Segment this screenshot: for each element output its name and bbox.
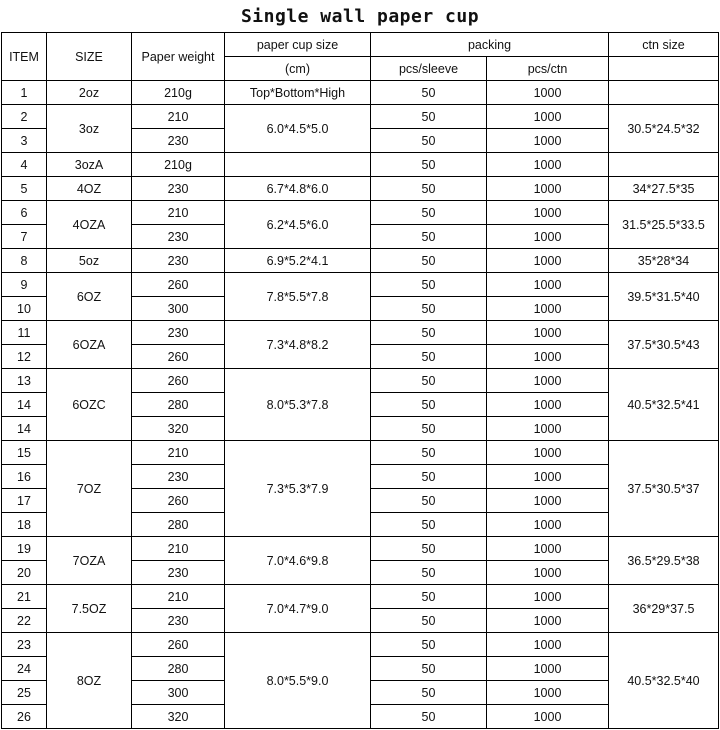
item-number: 17 — [2, 489, 47, 513]
pcs-ctn: 1000 — [487, 225, 609, 249]
size-cell: 5oz — [47, 249, 132, 273]
paper-weight: 320 — [132, 417, 225, 441]
paper-weight: 260 — [132, 633, 225, 657]
cup-size-cell: 8.0*5.3*7.8 — [225, 369, 371, 441]
pcs-sleeve: 50 — [371, 177, 487, 201]
ctn-size-cell: 34*27.5*35 — [609, 177, 719, 201]
item-number: 3 — [2, 129, 47, 153]
table-row — [2, 249, 719, 273]
item-number: 15 — [2, 441, 47, 465]
item-number: 22 — [2, 609, 47, 633]
ctn-size-cell: 31.5*25.5*33.5 — [609, 201, 719, 249]
size-cell: 8OZ — [47, 633, 132, 729]
pcs-sleeve: 50 — [371, 129, 487, 153]
pcs-sleeve: 50 — [371, 537, 487, 561]
pcs-sleeve: 50 — [371, 441, 487, 465]
pcs-sleeve: 50 — [371, 249, 487, 273]
header-paper-weight: Paper weight — [132, 33, 225, 81]
item-number: 25 — [2, 681, 47, 705]
cup-size-cell: 6.0*4.5*5.0 — [225, 105, 371, 153]
pcs-sleeve: 50 — [371, 81, 487, 105]
pcs-ctn: 1000 — [487, 705, 609, 729]
paper-weight: 230 — [132, 225, 225, 249]
item-number: 23 — [2, 633, 47, 657]
size-cell: 6OZ — [47, 273, 132, 321]
paper-weight: 260 — [132, 273, 225, 297]
paper-weight: 210 — [132, 105, 225, 129]
pcs-sleeve: 50 — [371, 393, 487, 417]
pcs-sleeve: 50 — [371, 489, 487, 513]
header-size: SIZE — [47, 33, 132, 81]
pcs-ctn: 1000 — [487, 561, 609, 585]
ctn-size-cell: 30.5*24.5*32 — [609, 105, 719, 153]
pcs-sleeve: 50 — [371, 633, 487, 657]
paper-weight: 210 — [132, 201, 225, 225]
header-ctn-size-blank — [609, 57, 719, 81]
item-number: 8 — [2, 249, 47, 273]
paper-weight: 280 — [132, 513, 225, 537]
item-number: 4 — [2, 153, 47, 177]
item-number: 13 — [2, 369, 47, 393]
pcs-ctn: 1000 — [487, 369, 609, 393]
table-row — [2, 153, 719, 177]
pcs-sleeve: 50 — [371, 105, 487, 129]
paper-weight: 230 — [132, 249, 225, 273]
paper-weight: 280 — [132, 657, 225, 681]
pcs-sleeve: 50 — [371, 561, 487, 585]
pcs-ctn: 1000 — [487, 129, 609, 153]
cup-size-cell: 7.0*4.7*9.0 — [225, 585, 371, 633]
pcs-ctn: 1000 — [487, 345, 609, 369]
paper-weight: 210 — [132, 585, 225, 609]
pcs-sleeve: 50 — [371, 417, 487, 441]
pcs-sleeve: 50 — [371, 273, 487, 297]
ctn-size-cell: 35*28*34 — [609, 249, 719, 273]
paper-weight: 210 — [132, 537, 225, 561]
paper-weight: 230 — [132, 561, 225, 585]
table-row — [2, 273, 719, 297]
pcs-sleeve: 50 — [371, 225, 487, 249]
table-row — [2, 537, 719, 561]
pcs-sleeve: 50 — [371, 369, 487, 393]
product-spec-table — [1, 32, 719, 729]
table-row — [2, 369, 719, 393]
size-cell: 7OZA — [47, 537, 132, 585]
table-row — [2, 81, 719, 105]
paper-weight: 210g — [132, 153, 225, 177]
pcs-ctn: 1000 — [487, 273, 609, 297]
pcs-sleeve: 50 — [371, 513, 487, 537]
pcs-ctn: 1000 — [487, 393, 609, 417]
paper-weight: 230 — [132, 321, 225, 345]
size-cell: 3ozA — [47, 153, 132, 177]
cup-size-cell: 6.9*5.2*4.1 — [225, 249, 371, 273]
item-number: 5 — [2, 177, 47, 201]
header-cup-size: paper cup size — [225, 33, 371, 57]
pcs-ctn: 1000 — [487, 633, 609, 657]
ctn-size-cell: 36.5*29.5*38 — [609, 537, 719, 585]
pcs-sleeve: 50 — [371, 657, 487, 681]
cup-size-cell: 7.0*4.6*9.8 — [225, 537, 371, 585]
paper-weight: 300 — [132, 297, 225, 321]
pcs-ctn: 1000 — [487, 81, 609, 105]
header-item: ITEM — [2, 33, 47, 81]
cup-size-cell: 8.0*5.5*9.0 — [225, 633, 371, 729]
pcs-ctn: 1000 — [487, 153, 609, 177]
size-cell: 4OZ — [47, 177, 132, 201]
item-number: 19 — [2, 537, 47, 561]
item-number: 11 — [2, 321, 47, 345]
paper-weight: 210g — [132, 81, 225, 105]
pcs-sleeve: 50 — [371, 321, 487, 345]
item-number: 16 — [2, 465, 47, 489]
header-packing: packing — [371, 33, 609, 57]
pcs-ctn: 1000 — [487, 177, 609, 201]
ctn-size-cell — [609, 81, 719, 105]
cup-size-cell: 6.7*4.8*6.0 — [225, 177, 371, 201]
item-number: 26 — [2, 705, 47, 729]
table-row — [2, 105, 719, 129]
pcs-ctn: 1000 — [487, 201, 609, 225]
pcs-ctn: 1000 — [487, 489, 609, 513]
pcs-ctn: 1000 — [487, 249, 609, 273]
paper-weight: 230 — [132, 609, 225, 633]
header-cup-size-unit: (cm) — [225, 57, 371, 81]
ctn-size-cell: 40.5*32.5*40 — [609, 633, 719, 729]
paper-weight: 260 — [132, 489, 225, 513]
size-cell: 3oz — [47, 105, 132, 153]
size-cell: 6OZC — [47, 369, 132, 441]
size-cell: 7.5OZ — [47, 585, 132, 633]
pcs-sleeve: 50 — [371, 297, 487, 321]
size-cell: 6OZA — [47, 321, 132, 369]
paper-weight: 320 — [132, 705, 225, 729]
pcs-sleeve: 50 — [371, 609, 487, 633]
header-ctn-size: ctn size — [609, 33, 719, 57]
table-row — [2, 321, 719, 345]
pcs-sleeve: 50 — [371, 153, 487, 177]
cup-size-cell: Top*Bottom*High — [225, 81, 371, 105]
cup-size-cell: 7.8*5.5*7.8 — [225, 273, 371, 321]
cup-size-cell: 7.3*4.8*8.2 — [225, 321, 371, 369]
pcs-ctn: 1000 — [487, 585, 609, 609]
paper-weight: 280 — [132, 393, 225, 417]
pcs-ctn: 1000 — [487, 417, 609, 441]
pcs-ctn: 1000 — [487, 681, 609, 705]
paper-weight: 230 — [132, 177, 225, 201]
ctn-size-cell: 37.5*30.5*43 — [609, 321, 719, 369]
pcs-ctn: 1000 — [487, 321, 609, 345]
item-number: 14 — [2, 417, 47, 441]
pcs-ctn: 1000 — [487, 105, 609, 129]
ctn-size-cell: 36*29*37.5 — [609, 585, 719, 633]
cup-size-cell — [225, 153, 371, 177]
size-cell: 4OZA — [47, 201, 132, 249]
item-number: 10 — [2, 297, 47, 321]
pcs-sleeve: 50 — [371, 201, 487, 225]
ctn-size-cell: 37.5*30.5*37 — [609, 441, 719, 537]
pcs-ctn: 1000 — [487, 609, 609, 633]
paper-weight: 260 — [132, 345, 225, 369]
pcs-sleeve: 50 — [371, 681, 487, 705]
table-row — [2, 177, 719, 201]
cup-size-cell: 6.2*4.5*6.0 — [225, 201, 371, 249]
pcs-ctn: 1000 — [487, 465, 609, 489]
paper-weight: 230 — [132, 465, 225, 489]
pcs-sleeve: 50 — [371, 705, 487, 729]
item-number: 18 — [2, 513, 47, 537]
header-pcs-sleeve: pcs/sleeve — [371, 57, 487, 81]
pcs-sleeve: 50 — [371, 345, 487, 369]
item-number: 12 — [2, 345, 47, 369]
paper-weight: 300 — [132, 681, 225, 705]
pcs-ctn: 1000 — [487, 513, 609, 537]
cup-size-cell: 7.3*5.3*7.9 — [225, 441, 371, 537]
pcs-ctn: 1000 — [487, 441, 609, 465]
ctn-size-cell: 39.5*31.5*40 — [609, 273, 719, 321]
paper-weight: 230 — [132, 129, 225, 153]
item-number: 24 — [2, 657, 47, 681]
pcs-ctn: 1000 — [487, 537, 609, 561]
item-number: 9 — [2, 273, 47, 297]
paper-weight: 210 — [132, 441, 225, 465]
item-number: 14 — [2, 393, 47, 417]
pcs-sleeve: 50 — [371, 465, 487, 489]
item-number: 21 — [2, 585, 47, 609]
table-row — [2, 201, 719, 225]
item-number: 7 — [2, 225, 47, 249]
size-cell: 2oz — [47, 81, 132, 105]
paper-weight: 260 — [132, 369, 225, 393]
table-row — [2, 633, 719, 657]
table-row — [2, 441, 719, 465]
item-number: 6 — [2, 201, 47, 225]
item-number: 1 — [2, 81, 47, 105]
pcs-sleeve: 50 — [371, 585, 487, 609]
pcs-ctn: 1000 — [487, 657, 609, 681]
table-row — [2, 585, 719, 609]
size-cell: 7OZ — [47, 441, 132, 537]
header-pcs-ctn: pcs/ctn — [487, 57, 609, 81]
ctn-size-cell: 40.5*32.5*41 — [609, 369, 719, 441]
table-title: Single wall paper cup — [240, 6, 480, 27]
item-number: 2 — [2, 105, 47, 129]
item-number: 20 — [2, 561, 47, 585]
pcs-ctn: 1000 — [487, 297, 609, 321]
ctn-size-cell — [609, 153, 719, 177]
